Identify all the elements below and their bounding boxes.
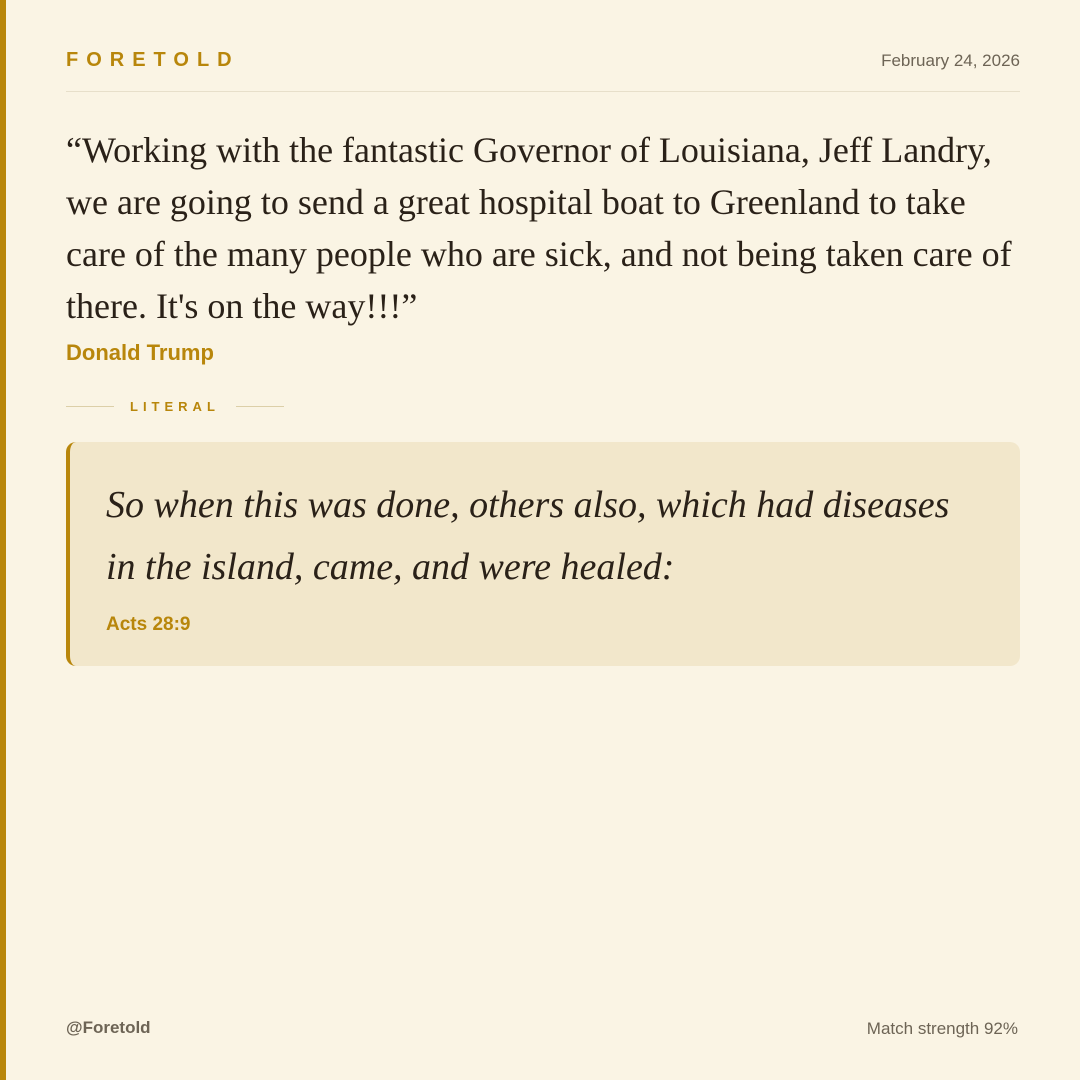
quote-text: “Working with the fantastic Governor of Louisiana, Jeff Landry, we are going to send a great hospital boat to Greenland to take care of the many people who are sick, and not being taken care of there. It's on the way!!!” [66, 130, 1012, 326]
divider-rule-right [236, 406, 284, 407]
match-type-label: LITERAL [130, 398, 220, 414]
header [66, 48, 1020, 92]
accent-bar [0, 0, 6, 1080]
verse-reference: Acts 28:9 [106, 614, 191, 635]
verse-card [66, 442, 1020, 666]
post-date: February 24, 2026 [881, 51, 1020, 70]
match-strength: Match strength 92% [866, 1019, 1018, 1038]
match-type-divider [66, 396, 284, 416]
footer-handle: @Foretold [66, 1018, 151, 1037]
brand-logo: FORETOLD [66, 49, 240, 71]
divider-rule-left [66, 406, 114, 407]
quote-author: Donald Trump [66, 340, 214, 365]
verse-text: So when this was done, others also, which had diseases in the island, came, and were healed: [106, 484, 950, 588]
